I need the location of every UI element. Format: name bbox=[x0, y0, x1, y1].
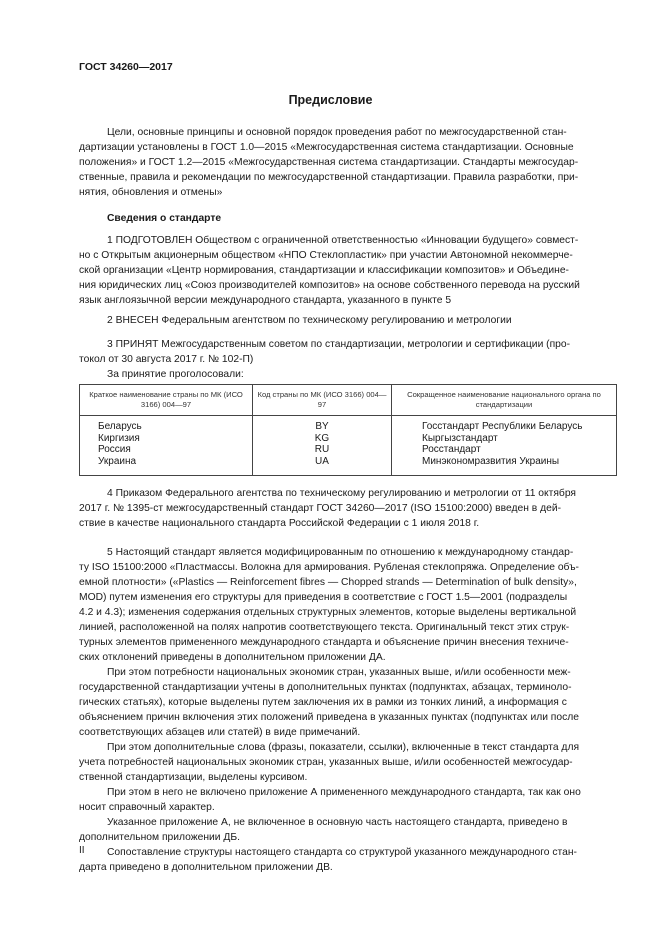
text-line: но с Открытым акционерным обществом «НПО Стеклопластик» при участии Автономной некоммерче- bbox=[79, 250, 573, 261]
cell-country: Россия bbox=[80, 444, 253, 456]
text-line: учета потребностей национальных экономик стран, указанных выше, и/или особенностей межгосудар- bbox=[79, 757, 573, 768]
vote-label: За принятие проголосовали: bbox=[107, 369, 244, 380]
cell-country: Украина bbox=[80, 456, 253, 476]
text-line: 2 ВНЕСЕН Федеральным агентством по техническому регулированию и метрологии bbox=[107, 315, 512, 326]
voting-table bbox=[79, 384, 617, 476]
item-1-paragraph bbox=[79, 233, 617, 308]
intro-paragraph bbox=[79, 125, 617, 200]
text-line: ских отклонений приведены в дополнительном приложении ДА. bbox=[79, 652, 386, 663]
text-line: ственной стандартизации, выделены курсивом. bbox=[79, 772, 308, 783]
text-line: объяснением причин включения этих положений приведена в указанных пунктах (подпунктах или после bbox=[79, 712, 579, 723]
text-line: токол от 30 августа 2017 г. № 102-П) bbox=[79, 354, 254, 365]
text-line: положения» и ГОСТ 1.2—2015 «Межгосударственная система стандартизации. Стандарты межгосудар- bbox=[79, 157, 579, 168]
text-line: дартизации установлены в ГОСТ 1.0—2015 «Межгосударственная система стандартизации. Основные bbox=[79, 142, 574, 153]
text-line: 1 ПОДГОТОВЛЕН Обществом с ограниченной ответственностью «Инновации будущего» совмест- bbox=[107, 235, 579, 246]
col-header-code: Код страны по МК (ИСО 3166) 004—97 bbox=[253, 385, 392, 416]
document-id: ГОСТ 34260—2017 bbox=[79, 61, 173, 73]
text-line: ту ISO 15100:2000 «Пластмассы. Волокна для армирования. Рубленая стеклопряжа. Определение объ- bbox=[79, 562, 579, 573]
text-line: 5 Настоящий стандарт является модифицированным по отношению к международному стандар- bbox=[107, 547, 574, 558]
item-4-paragraph bbox=[79, 486, 617, 531]
text-line: государственной стандартизации учтены в дополнительных пунктах (подпунктах, абзацах, терминоло- bbox=[79, 682, 572, 693]
text-line: дополнительном приложении ДБ. bbox=[79, 832, 241, 843]
text-line: гических статьях), которые выделены путем заключения их в рамки из тонких линий, а информация с bbox=[79, 697, 567, 708]
text-line: соответствующих абзацев или статей) в виде примечаний. bbox=[79, 727, 361, 738]
text-line: При этом в него не включено приложение А примененного международного стандарта, так как оно bbox=[107, 787, 581, 798]
text-line: 4 Приказом Федерального агентства по техническому регулированию и метрологии от 11 октября bbox=[107, 488, 577, 499]
text-line: носит справочный характер. bbox=[79, 802, 215, 813]
table-row bbox=[80, 456, 617, 476]
cell-code: UA bbox=[253, 456, 392, 476]
item-2-paragraph bbox=[79, 313, 617, 328]
text-line: При этом потребности национальных экономик стран, указанных выше, и/или особенности меж- bbox=[107, 667, 571, 678]
text-line: дарта приведено в дополнительном приложении ДВ. bbox=[79, 862, 333, 873]
text-line: Указанное приложение А, не включенное в основную часть настоящего стандарта, приведено в bbox=[107, 817, 568, 828]
text-line: емной плотности» («Plastics — Reinforcement fibres — Chopped strands — Determination of bulk density», bbox=[79, 577, 577, 588]
text-line: ния юридических лиц «Союз производителей композитов» на основе собственного перевода на русский bbox=[79, 280, 580, 291]
text-line: 2017 г. № 1395-ст межгосударственный стандарт ГОСТ 34260—2017 (ISO 15100:2000) введен в дей- bbox=[79, 503, 562, 514]
table-row bbox=[80, 444, 617, 456]
item-5-paragraph bbox=[79, 545, 617, 875]
section-heading: Сведения о стандарте bbox=[107, 213, 222, 224]
text-line: ственные, правила и рекомендации по межгосударственной стандартизации. Правила разработки, при- bbox=[79, 172, 579, 183]
text-line: Цели, основные принципы и основной порядок проведения работ по межгосударственной стан- bbox=[107, 127, 567, 138]
cell-country: Киргизия bbox=[80, 433, 253, 445]
page-number: II bbox=[79, 845, 85, 856]
text-line: нятия, обновления и отмены» bbox=[79, 187, 223, 198]
text-line: линией, расположенной на полях напротив соответствующего текста. Оригинальный текст этих струк- bbox=[79, 622, 570, 633]
cell-country: Беларусь bbox=[80, 416, 253, 433]
table-row bbox=[80, 416, 617, 433]
cell-code: RU bbox=[253, 444, 392, 456]
cell-body: Госстандарт Республики Беларусь bbox=[392, 416, 617, 433]
col-header-body: Сокращенное наименование национального органа по стандартизации bbox=[392, 385, 617, 416]
text-line: 3 ПРИНЯТ Межгосударственным советом по стандартизации, метрологии и сертификации (про- bbox=[107, 339, 571, 350]
page-title: Предисловие bbox=[288, 93, 373, 107]
text-line: турных элементов примененного международного стандарта и объяснение причин внесения техниче- bbox=[79, 637, 569, 648]
table-row bbox=[80, 433, 617, 445]
text-line: ской организации «Центр нормирования, стандартизации и классификации композитов» и Объедине- bbox=[79, 265, 569, 276]
cell-code: BY bbox=[253, 416, 392, 433]
cell-body: Росстандарт bbox=[392, 444, 617, 456]
item-3-paragraph bbox=[79, 337, 617, 382]
cell-code: KG bbox=[253, 433, 392, 445]
cell-body: Минэкономразвития Украины bbox=[392, 456, 617, 476]
text-line: язык англоязычной версии международного стандарта, указанного в пункте 5 bbox=[79, 295, 452, 306]
text-line: Сопоставление структуры настоящего стандарта со структурой указанного международного стан- bbox=[107, 847, 577, 858]
text-line: При этом дополнительные слова (фразы, показатели, ссылки), включенные в текст стандарта для bbox=[107, 742, 580, 753]
text-line: MOD) путем изменения его структуры для приведения в соответствие с ГОСТ 1.5—2001 (подразделы bbox=[79, 592, 568, 603]
text-line: 4.2 и 4.3); изменения содержания отдельных структурных элементов, которые выделены вертикальной bbox=[79, 607, 577, 618]
col-header-country: Краткое наименование страны по МК (ИСО 3166) 004—97 bbox=[80, 385, 253, 416]
table-header-row bbox=[80, 385, 617, 416]
text-line: ствие в качестве национального стандарта Российской Федерации с 1 июля 2018 г. bbox=[79, 518, 480, 529]
cell-body: Кыргызстандарт bbox=[392, 433, 617, 445]
